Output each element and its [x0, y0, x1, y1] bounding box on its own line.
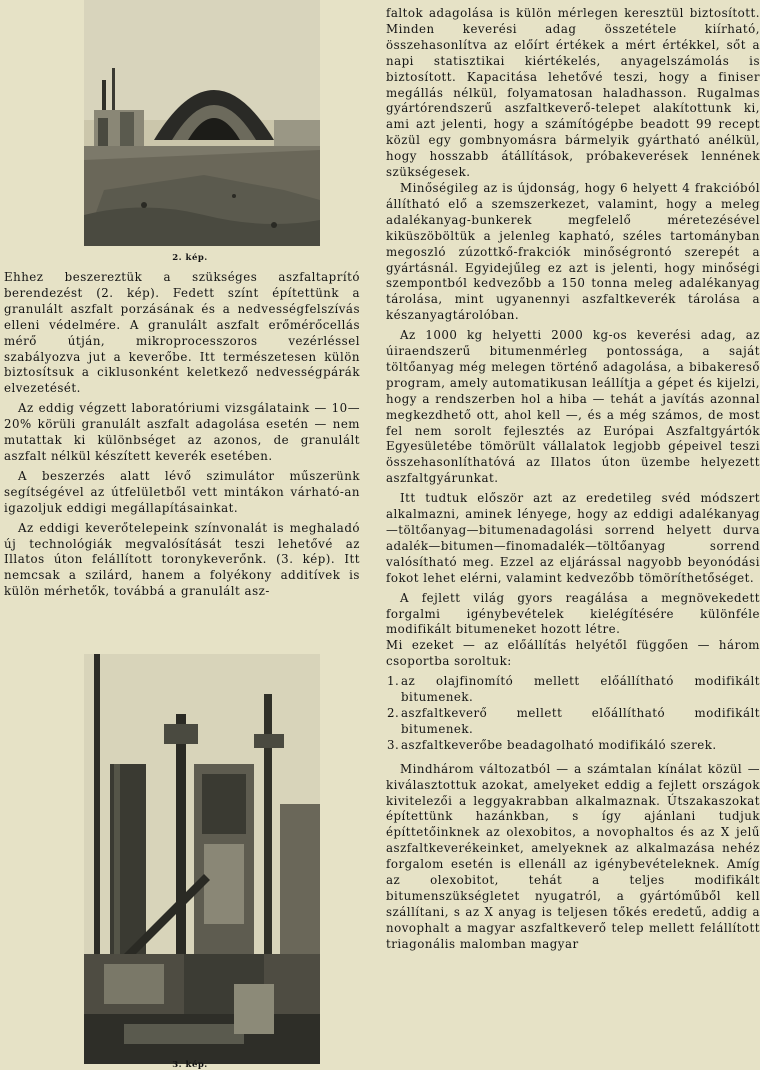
paragraph: Minőségileg az is újdonság, hogy 6 helyett 4 frakcióból állítható elő a szemszerkezet, valamint, hogy a meleg adalékanyag-bunkerek megfelelő méretezésével kiküszöböltük a jelenleg kapható, széles tartományban megoszló zúzottkő-frakciók minőségrontó szerepét a gyártásnál. Egyidejűleg ez azt is jelenti, hogy minőségi szempontból kedvezőbb a 150 tonna meleg adalékanyag tárolása, mint ugyanennyi aszfaltkeverék tárolása a készanyagtárolóban. — [386, 180, 760, 323]
paragraph: Az 1000 kg helyetti 2000 kg-os keverési adag, az úiraendszerű bitumenmérleg pontossága, a saját töltőanyag még melegen történő adagolása, a bibakereső program, amely automatikusan leállítja a gépet és kijelzi, hogy a rendszerben hol a hiba — tehát a javítás azonnal megkezdhető ott, ahol kell —, és a még számos, de most fel nem sorolt fejlesztés az Európai Aszfaltgyártók Egyesületébe tömörült vállalatok legjobb gépeivel teszi összehasonlíthatóvá az Illatos úton üzembe helyezett aszfaltgyárunkat. — [386, 328, 760, 486]
list-item-text: az olajfinomító mellett előállítható modifikált bitumenek. — [401, 674, 760, 705]
list-item — [387, 674, 760, 706]
paragraph: Az eddig végzett laboratóriumi vizsgálataink — 10—20% körüli granulált aszfalt adagolása esetén — nem mutattak ki különbséget az azonos, de granulált aszfalt nélkül készített keverék esetében. — [4, 401, 360, 463]
list-item-text: aszfaltkeverőbe beadagolható modifikáló szerek. — [401, 737, 717, 752]
paragraph: faltok adagolása is külön mérlegen keresztül biztosított. Minden keverési adag összetétele kiírható, összehasonlítva az előírt értékek a mért értékkel, sőt a napi statisztikai kiértékelés, anyagelszámolás is biztosított. Kapacitása lehetővé teszi, hogy a finiser megállás nélkül, folyamatosan haladhasson. Rugalmas gyártórendszerű aszfaltkeverő-telepet alakítottunk ki, ami azt jelenti, hogy a számítógépbe beadott 99 recept közül egy gombnyomásra bármelyik gyártható anélkül, hogy hosszabb átállítások, próbakeverések lennének szükségesek. — [386, 6, 760, 180]
photo-2-caption: 2. kép. — [172, 253, 208, 263]
paragraph: Mindhárom változatból — a számtalan kínálat közül — kiválasztottuk azokat, amelyeket eddig a fejlett országok kivitelezői a leggyakrabban alkalmaznak. Útszakaszokat építettünk hazánkban, s így ajánlani tudjuk építtetőinknek az olexobitos, a novophaltos és az X jelű aszfaltkeverékeinket, amelyeknek az alkalmazása nehéz forgalom esetén is ellenáll az igénybevételeknek. Amíg az olexobitot, tehát a teljes modifikált bitumenszükségletet nyugatról, a gyártóműből kell szállítani, s az X anyag is teljesen tőkés eredetű, addig a novophalt a magyar aszfaltkeverő telep mellett felállított triagonális malomban magyar — [386, 761, 760, 951]
paragraph: A fejlett világ gyors reagálása a megnövekedett forgalmi igénybevételek kielégítésére különféle modifikált bitumeneket hozott létre. — [386, 590, 760, 637]
modified-bitumen-list — [386, 674, 760, 754]
list-item-number: 3. — [387, 737, 400, 752]
photo-3-image — [84, 654, 320, 1064]
paragraph: Az eddigi keverőtelepeink színvonalát is meghaladó új technológiák megvalósítását teszi lehetővé az Illatos úton felállított toronykeverőnk. (3. kép). Itt nemcsak a szilárd, hanem a folyékony additívek is külön mérhetők, továbbá a granulált asz- — [4, 520, 360, 599]
photo-tower-mixer — [84, 654, 320, 1064]
paragraph: Ehhez beszereztük a szükséges aszfaltaprító berendezést (2. kép). Fedett színt építettünk a granulált aszfalt porzásának és a nedvességfelszívás elleni védelmére. A granulált aszfalt erőmérőcellás mérő útján, mikroprocesszoros vezérléssel szabályozva jut a keverőbe. Itt természetesen külön biztosítsuk a ciklusonként keletkező nedvességpárák elvezetését. — [4, 270, 360, 396]
paragraph: A beszerzés alatt lévő szimulátor műszerünk segítségével az útfelületből vett mintákon várható-an igazoljuk eddigi megállapításainkat. — [4, 468, 360, 515]
paragraph: Itt tudtuk először azt az eredetileg svéd módszert alkalmazni, aminek lényege, hogy az eddigi adalékanyag—töltőanyag—bitumenadagolási sorrend helyett durva adalék—bitumen—finomadalék—töltőanyag sorrend valósítható meg. Ezzel az eljárással nagyobb beyonódási fokot lehet elérni, valamint kedvezőbb tömöríthetőséget. — [386, 491, 760, 585]
list-intro: Mi ezeket — az előállítás helyétől függően — három csoportba soroltuk: — [386, 638, 760, 669]
list-item-number: 2. — [387, 705, 400, 720]
left-body-text — [4, 270, 360, 600]
list-item — [387, 737, 760, 754]
photo-3-caption: 3. kép. — [172, 1060, 208, 1070]
photo-asphalt-crusher-shed — [84, 0, 320, 246]
list-item-number: 1. — [387, 674, 400, 689]
photo-2-image — [84, 0, 320, 246]
list-item-text: aszfaltkeverő mellett előállítható modifikált bitumenek. — [401, 705, 760, 736]
list-item — [387, 705, 760, 738]
right-column — [386, 6, 760, 953]
